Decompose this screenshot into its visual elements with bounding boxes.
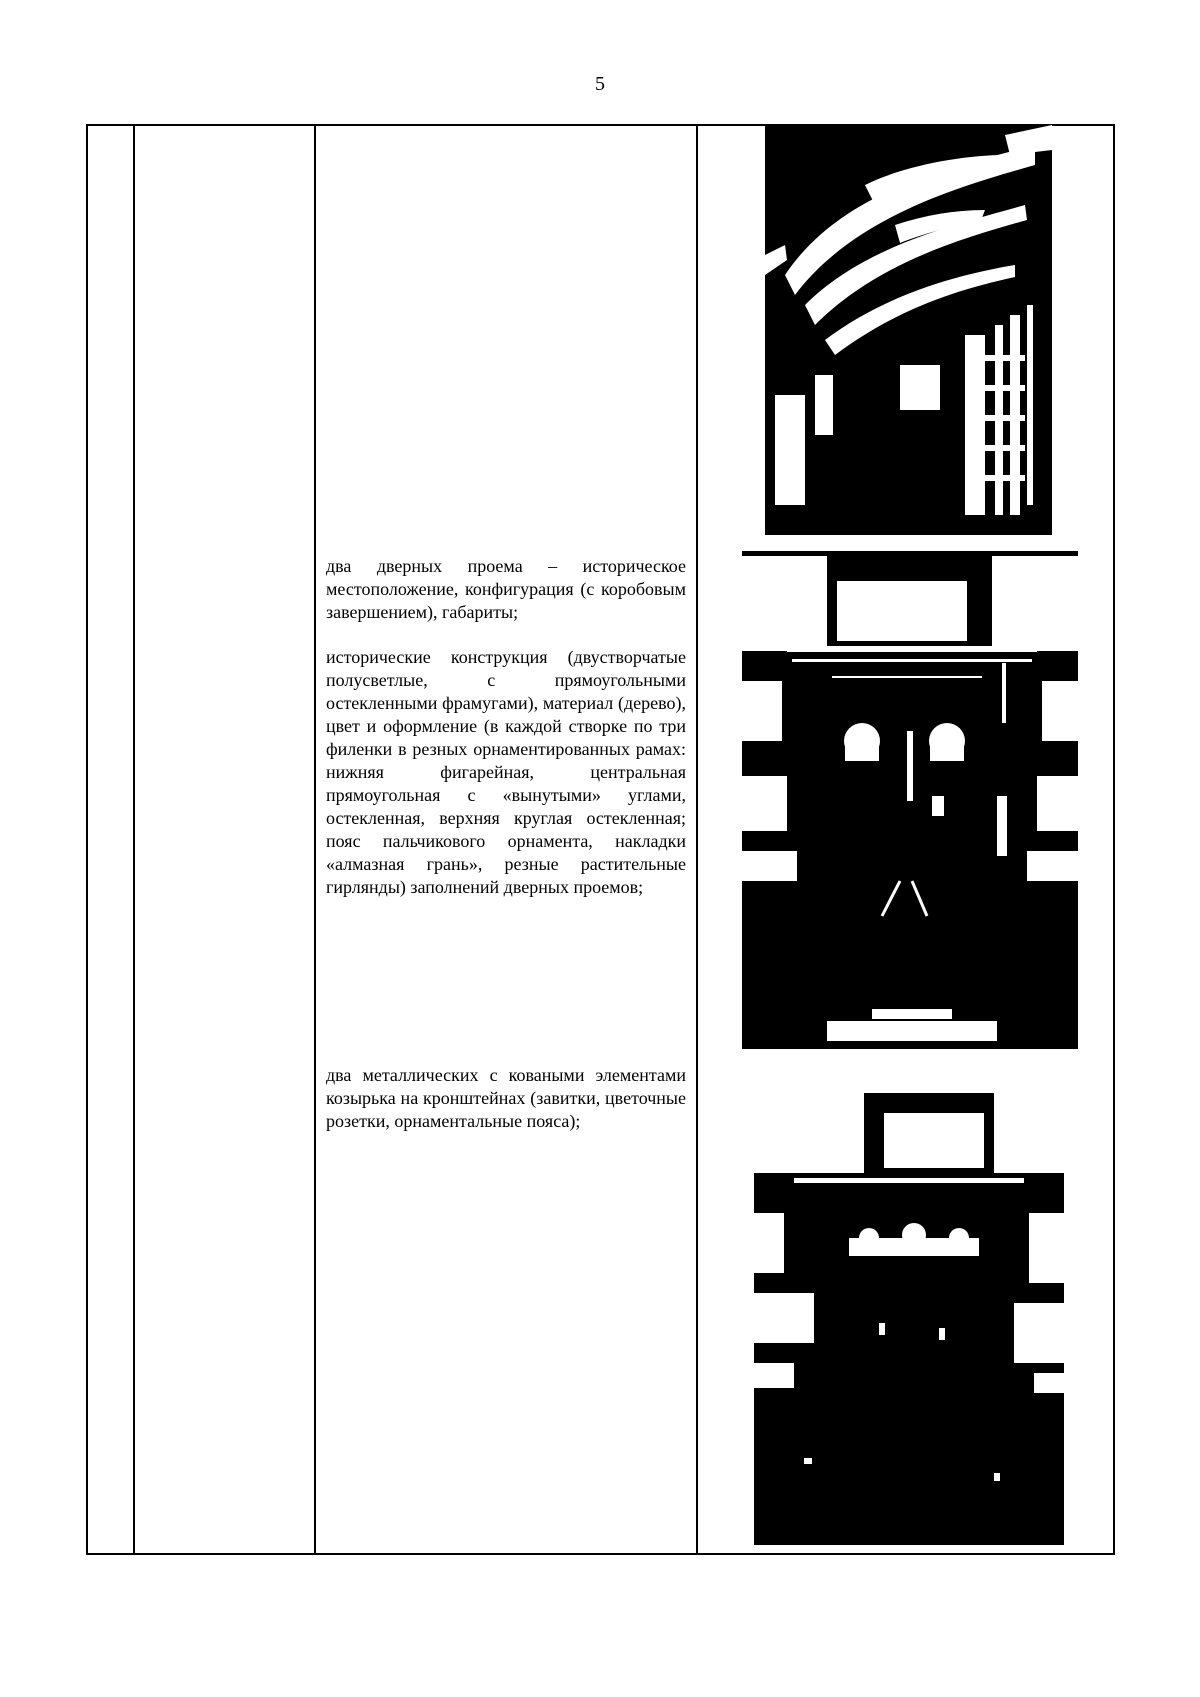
description-canopies bbox=[326, 1064, 686, 1133]
page-number: 5 bbox=[595, 73, 605, 95]
description-doorways bbox=[326, 555, 686, 899]
table-column-border-3 bbox=[314, 124, 316, 1554]
doorway-with-canopy-photo bbox=[742, 551, 1078, 1049]
paragraph-door-openings: два дверных проема – историческое местоположение, конфигурация (с коробовым завершением), габариты; bbox=[326, 556, 686, 622]
table-bottom-border bbox=[86, 1553, 1115, 1555]
table-column-border-2 bbox=[133, 124, 135, 1554]
table-column-border-5 bbox=[1113, 124, 1115, 1554]
table-column-border-1 bbox=[86, 124, 88, 1554]
paragraph-canopies: два металлических с коваными элементами козырька на кронштейнах (завитки, цветочные розетки, орнаментальные пояса); bbox=[326, 1065, 686, 1131]
doorway-with-canopy-photo-2 bbox=[754, 1063, 1064, 1545]
vaulted-passage-photo bbox=[765, 125, 1052, 535]
paragraph-door-fillings: исторические конструкция (двустворчатые полусветлые, с прямоугольными остекленными фрамугами), материал (дерево), цвет и оформление (в каждой створке по три филенки в резных орнаментированных рамах: нижняя фигарейная, центральная прямоугольная с «вынутыми» углами, остекленная, верхняя круглая остекленная; пояс пальчикового орнамента, накладки «алмазная грань», резные растительные гирлянды) заполнений дверных проемов; bbox=[326, 647, 686, 897]
table-column-border-4 bbox=[696, 124, 698, 1554]
